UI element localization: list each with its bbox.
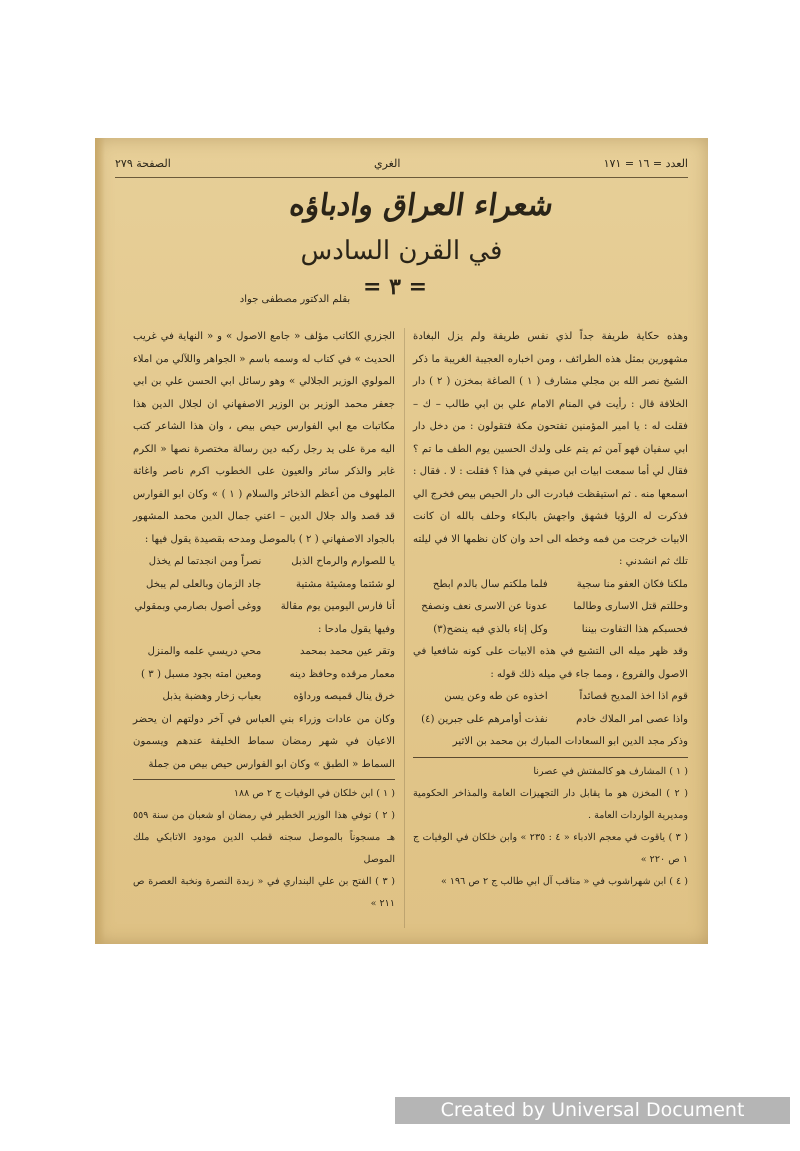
- verse-row: [133, 664, 395, 687]
- left-paragraph: وكان من عادات وزراء بني العباس في آخر دولتهم ان يحضر الاعيان في شهر رمضان سماط الخليفة عندهم ويسمون السماط « الطبق » وكان ابو الفوارس حيص بيص من جملة: [133, 713, 395, 770]
- verse-half: نصراً ومن انجدتما لم يخذل: [148, 556, 262, 567]
- left-paragraph: وفيها يقول مادحا :: [318, 623, 395, 635]
- verse-half: ملكنا فكان العفو منا سجية: [576, 578, 688, 590]
- footnote-rule: [413, 757, 688, 758]
- verse-row: [413, 709, 688, 732]
- footnote-rule: [133, 779, 395, 780]
- verse-row: [413, 686, 688, 709]
- author-line: بقلم الدكتور مصطفى جواد: [239, 294, 351, 305]
- scanned-page: [95, 138, 708, 944]
- left-verses-2: [133, 641, 395, 709]
- right-footnote: ( ٤ ) ابن شهراشوب في « مناقب آل ابي طالب ج ٢ ص ١٩٦ »: [440, 875, 688, 887]
- verse-half: يا للصوارم والرماح الذبل: [291, 556, 395, 567]
- part-number: = ٣ =: [362, 274, 427, 300]
- column-separator: [404, 328, 405, 928]
- verse-half: معمار مرقده وحافظ دينه: [289, 668, 395, 680]
- right-paragraph: وذكر مجد الدين ابو السعادات المبارك بن محمد بن الاثير: [452, 736, 688, 747]
- page-number: الصفحة ٢٧٩: [115, 156, 171, 170]
- left-footnote: ( ١ ) ابن خلكان في الوفيات ج ٢ ص ١٨٨: [233, 788, 395, 799]
- verse-row: [413, 596, 688, 619]
- verse-half: بعباب زخار وهضبة يذبل: [162, 691, 262, 702]
- verse-half: قوم اذا اخذ المديح قصائداً: [579, 691, 688, 702]
- watermark-banner: Created by Universal Document Converter: [395, 1097, 790, 1124]
- right-paragraph: وهذه حكاية طريفة جداً لذي نفس طريفة ولم يزل البغادة مشهورين بمثل هذه الطرائف ، ومن اخباره العجيبة الغريبة ما ذكر الشيخ نصر الله بن مجلي مشارف ( ١ ) الصاغة بمخزن ( ٢ ) دار الخلافة قال : رأيت في المنام الامام علي بن ابي طالب – ك – فقلت له : يا امير المؤمنين تفتحون مكة فتقولون : من دخل دار ابي سفيان فهو آمن ثم يتم على ولدك الحسين يوم الطف ما تم ؟ فقال لي أما سمعت ابيات ابن صيفي في هذا ؟ فقلت : لا . فقال : اسمعها منه . ثم استيقظت فبادرت الى دار الحيص بيص فخرج الي فذكرت له الرؤيا فشهق واجهش بالبكاء وحلف بالله ان كانت الابيات خرجت من فمه وخطه الى احد وان كان نظمها الا في ليلته تلك ثم انشدني :: [413, 331, 688, 567]
- right-column: [413, 326, 688, 893]
- right-verses-1: [413, 574, 688, 642]
- verse-row: [133, 686, 395, 709]
- verse-row: [133, 641, 395, 664]
- article-subtitle: في القرن السادس: [300, 236, 503, 266]
- verse-half: أنا فارس اليومين يوم مقالة: [280, 601, 395, 612]
- right-paragraph: وقد ظهر ميله الى التشيع في هذه الابيات على كونه شافعيا في الاصول والفروع ، ومما جاء في ميله ذلك قوله :: [413, 646, 688, 680]
- verse-half: عدونا عن الاسرى نعف ونصفح: [421, 601, 548, 612]
- verse-half: وتقر عين محمد بمحمد: [300, 646, 395, 657]
- verse-row: [133, 574, 395, 597]
- right-footnote: ( ١ ) المشارف هو كالمفتش في عصرنا: [533, 765, 688, 777]
- verse-half: خرق ينال قميصه ورداؤه: [293, 691, 395, 702]
- verse-half: واذا عصى امر الملاك خادم: [576, 713, 688, 725]
- right-footnote: ( ٢ ) المخزن هو ما يقابل دار التجهيزات العامة والمذاخر الحكومية ومديرية الواردات العامة .: [413, 787, 689, 821]
- verse-row: [133, 551, 395, 574]
- verse-half: وحللتم قتل الاسارى وطالما: [573, 601, 688, 612]
- verse-half: فحسبكم هذا التفاوت بيننا: [581, 623, 688, 635]
- right-footnote: ( ٣ ) ياقوت في معجم الادباء « ٤ : ٢٣٥ » وابن خلكان في الوفيات ج ١ ص ٢٢٠ »: [413, 831, 688, 865]
- verse-half: ووغى أصول بصارمي وبمقولي: [134, 601, 262, 612]
- left-verses-1: [133, 551, 395, 619]
- left-footnote: ( ٢ ) توفي هذا الوزير الخطير في رمضان او شعبان من سنة ٥٥٩ هـ مسجوناً بالموصل سجنه قطب الدين مودود الاتابكي ملك الموصل: [133, 810, 395, 865]
- right-verses-2: [413, 686, 688, 731]
- verse-half: وكل إناء بالذي فيه ينضح(٣): [433, 623, 548, 635]
- verse-row: [413, 574, 688, 597]
- verse-row: [133, 596, 395, 619]
- article-title: شعراء العراق وادباؤه: [287, 188, 556, 223]
- left-column: [133, 326, 395, 915]
- verse-row: [413, 619, 688, 642]
- left-paragraph: الجزري الكاتب مؤلف « جامع الاصول » و « النهاية في غريب الحديث » في كتاب له وسمه باسم « الجواهر واللآلي من املاء المولوي الوزير الجلالي » وهو رسائل ابي الحسن علي بن ابي جعفر محمد الوزير بن الوزير الاصفهاني ان لجلال الدين هذا مكاتبات مع ابي الفوارس حيص بيص ، وان هذا الشاعر كتب اليه مرة على يد رجل ركبه دين رسالة مختصرة نصها « الكرم غابر والذكر سائر والعيون على الخطوب اكرم ناصر واغاثة الملهوف من أعظم الذخائر والسلام ( ١ ) » وكان ابو الفوارس قد قصد والد جلال الدين – اعني جمال الدين محمد المشهور بالجواد الاصفهاني ( ٢ ) بالموصل ومدحه بقصيدة يقول فيها :: [133, 331, 395, 545]
- verse-half: ومعين امته بجود مسبل ( ٣ ): [141, 668, 262, 680]
- verse-half: اخذوه عن طه وعن يسن: [444, 691, 548, 702]
- left-footnote: ( ٣ ) الفتح بن علي البنداري في « زبدة النصرة ونخبة العصرة ص ٢١١ »: [133, 876, 395, 909]
- page-header: [115, 152, 688, 178]
- verse-half: محي دريسي علمه والمنزل: [147, 646, 262, 657]
- verse-half: جاد الزمان وبالعلى لم يبخل: [146, 578, 262, 590]
- verse-half: لو شئتما ومشيئة مشتية: [296, 578, 395, 590]
- journal-name: الغري: [373, 156, 401, 170]
- issue-number: العدد = ١٦ = ١٧١: [603, 156, 688, 170]
- verse-half: نفذت أوامرهم على جبرين (٤): [421, 713, 548, 725]
- verse-half: فلما ملكتم سال بالدم ابطح: [432, 578, 548, 590]
